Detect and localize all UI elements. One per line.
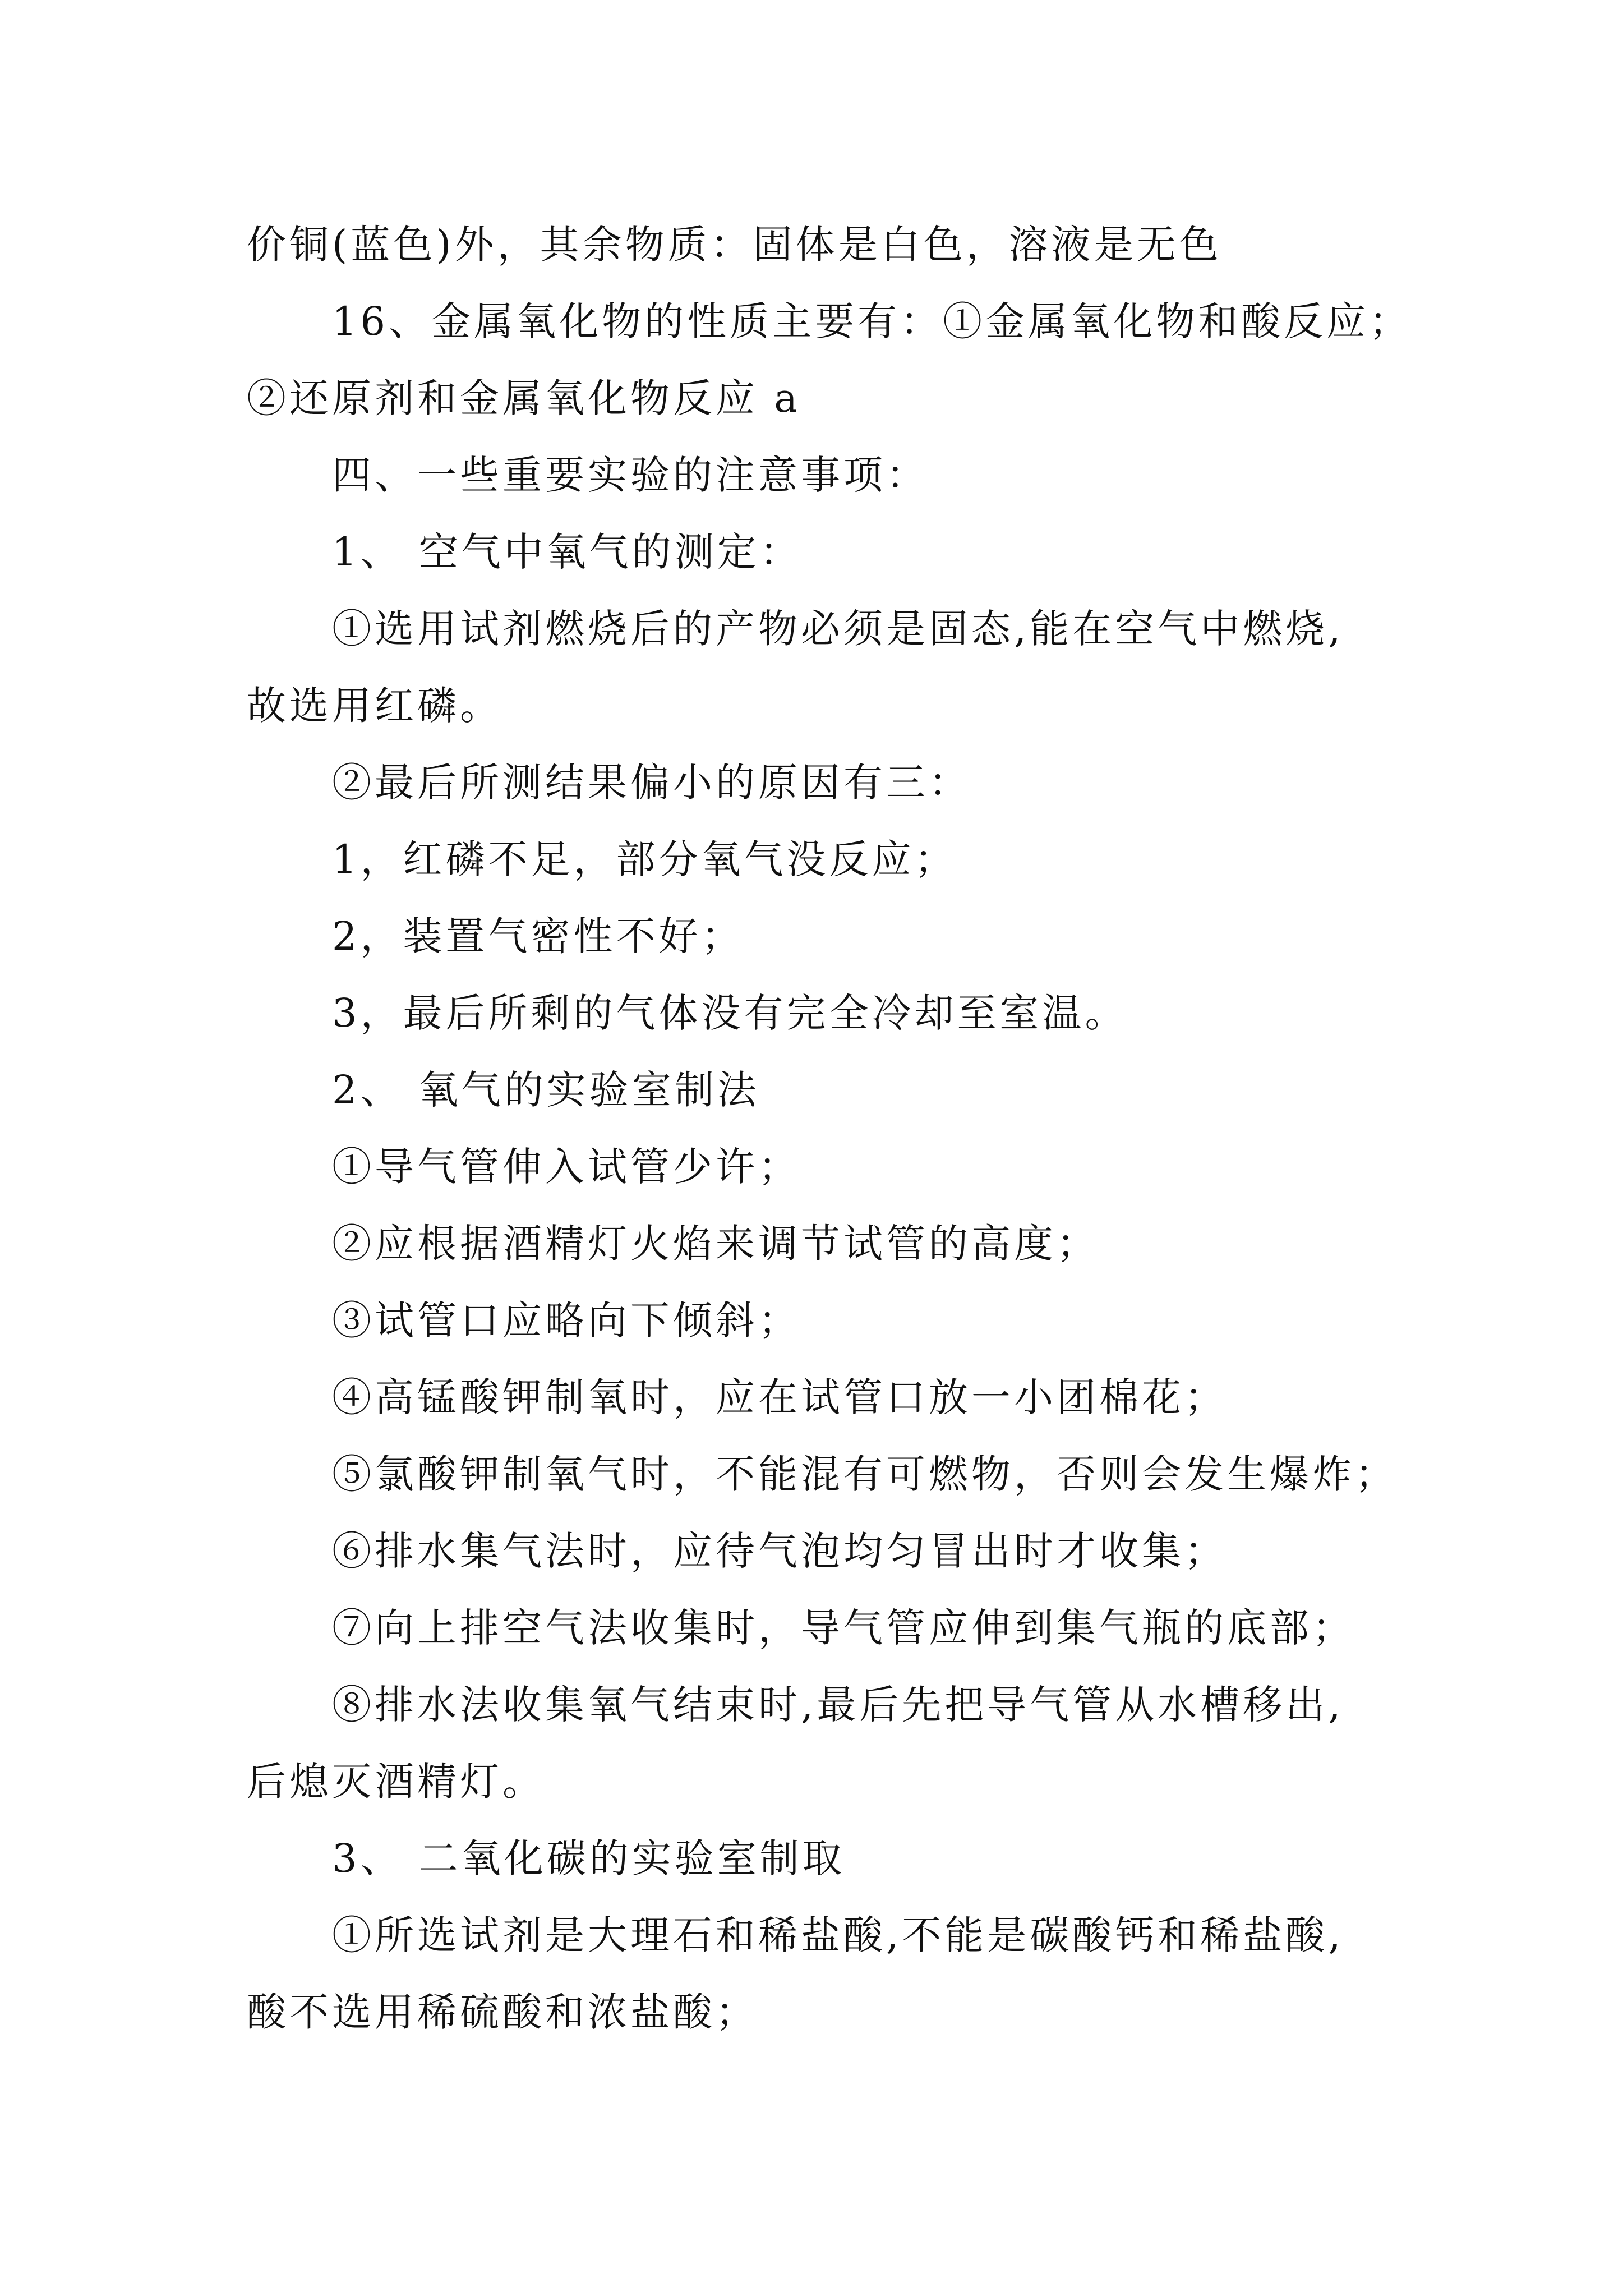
text-line: 故选用红磷。 [247, 683, 502, 729]
text-line: 酸不选用稀硫酸和浓盐酸； [247, 1989, 758, 2035]
text-line: ①所选试剂是大理石和稀盐酸,不能是碳酸钙和稀盐酸, [332, 1912, 1344, 1958]
text-line: ②应根据酒精灯火焰来调节试管的高度； [332, 1221, 1099, 1267]
text-line: ⑦向上排空气法收集时，导气管应伸到集气瓶的底部； [332, 1605, 1355, 1651]
text-line: 16、金属氧化物的性质主要有：①金属氧化物和酸反应； [332, 298, 1412, 344]
text-line: ①导气管伸入试管少许； [332, 1144, 801, 1190]
text-line: ⑤氯酸钾制氧气时，不能混有可燃物，否则会发生爆炸； [332, 1451, 1398, 1497]
text-line: 后熄灭酒精灯。 [247, 1759, 545, 1805]
section-heading: 四、一些重要实验的注意事项： [332, 452, 929, 498]
text-line: ③试管口应略向下倾斜； [332, 1297, 801, 1343]
text-line: 3，最后所剩的气体没有完全冷却至室温。 [332, 990, 1128, 1036]
text-line: ④高锰酸钾制氧时，应在试管口放一小团棉花； [332, 1374, 1227, 1420]
text-line: ①选用试剂燃烧后的产物必须是固态,能在空气中燃烧, [332, 606, 1344, 652]
text-line: ②最后所测结果偏小的原因有三： [332, 760, 971, 806]
text-line: 1，红磷不足，部分氧气没反应； [332, 836, 957, 882]
document-body [247, 206, 1412, 2051]
text-line: 价铜(蓝色)外，其余物质：固体是白色，溶液是无色 [247, 222, 1222, 268]
subsection-heading: 2、 氧气的实验室制法 [332, 1067, 760, 1113]
text-line: 2，装置气密性不好； [332, 913, 744, 959]
subsection-heading: 3、 二氧化碳的实验室制取 [332, 1835, 845, 1881]
text-line: ②还原剂和金属氧化物反应 a [247, 375, 801, 421]
text-line: ⑧排水法收集氧气结束时,最后先把导气管从水槽移出, [332, 1682, 1344, 1728]
text-line: ⑥排水集气法时，应待气泡均匀冒出时才收集； [332, 1528, 1227, 1574]
subsection-heading: 1、 空气中氧气的测定： [332, 529, 803, 575]
